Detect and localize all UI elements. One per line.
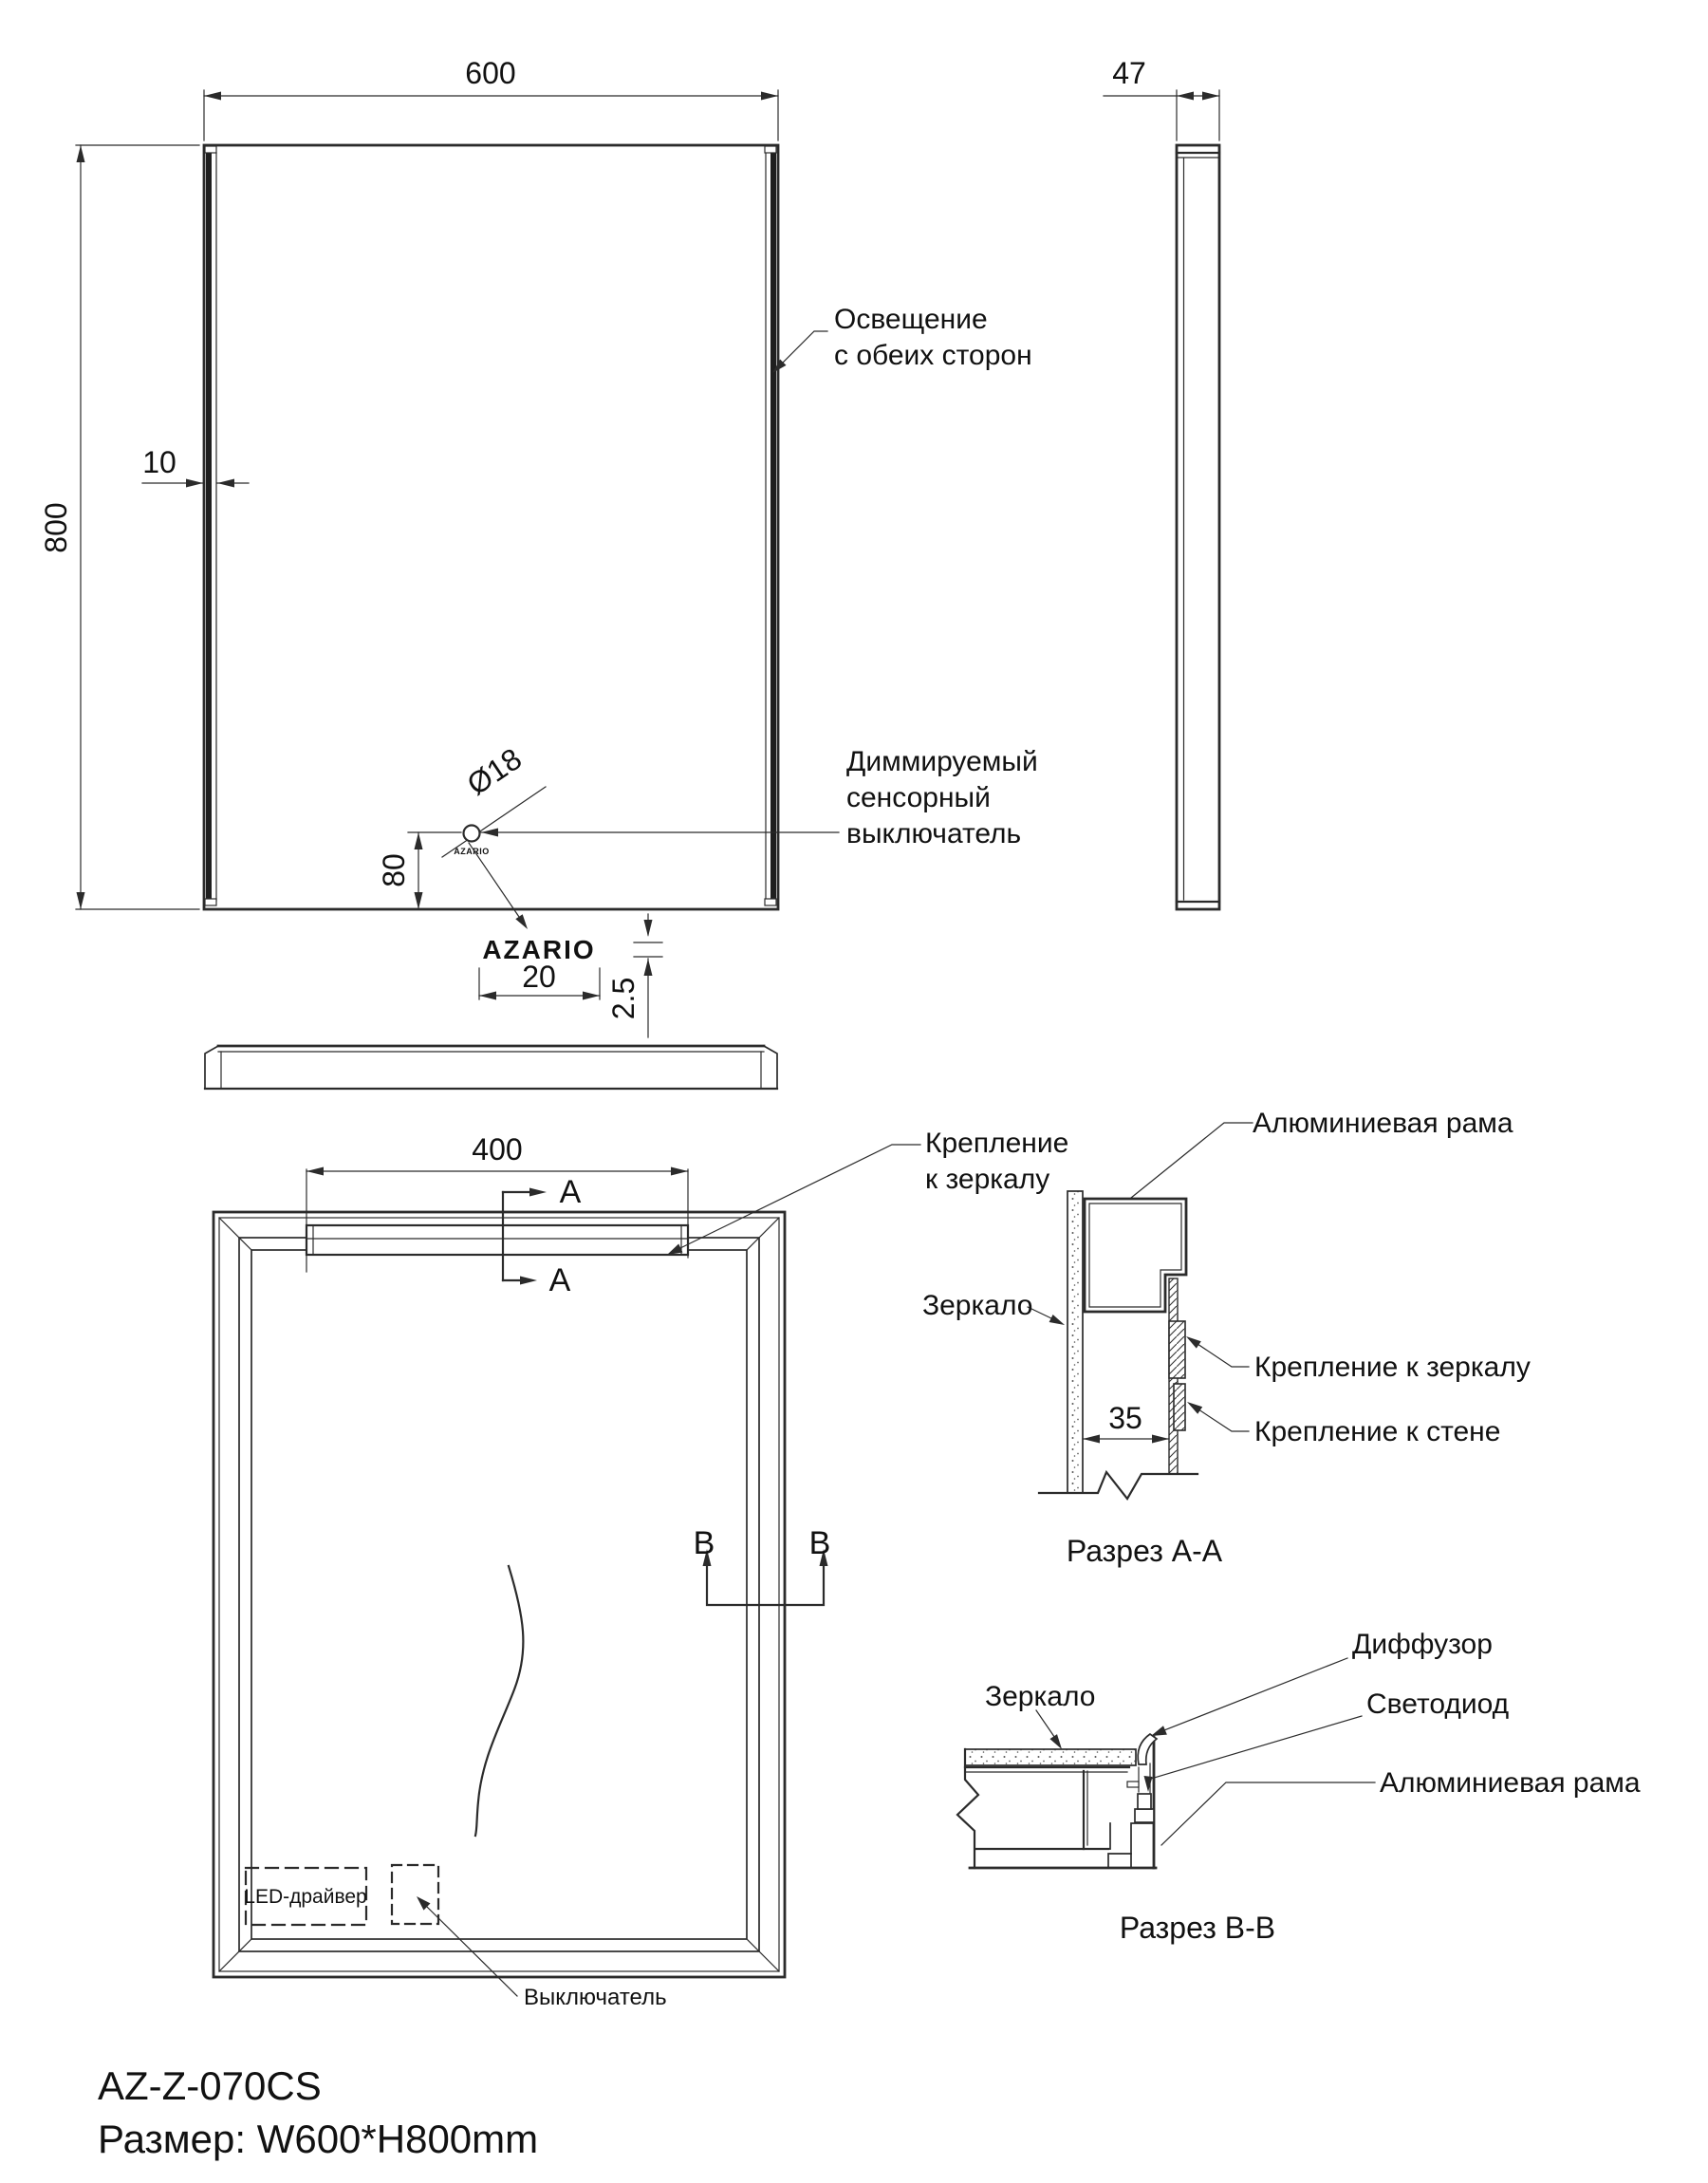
dim-depth-47 (1104, 56, 1219, 140)
mirror-outline (204, 145, 778, 909)
dimmer-label-line2: сенсорный (846, 782, 991, 813)
diffuser-label-group (1151, 1629, 1493, 1736)
section-aa-title: Разрез А-А (1066, 1534, 1223, 1568)
dim-text-600: 600 (465, 56, 516, 90)
section-mark-a-bottom: A (548, 1262, 571, 1298)
dim-text-47: 47 (1112, 56, 1146, 90)
mirror-label-aa: Зеркало (922, 1290, 1033, 1321)
wall-mount-label: Крепление к стене (1254, 1416, 1501, 1447)
frame-label-aa-group (1131, 1108, 1513, 1198)
strip-cap (205, 899, 216, 905)
dim-offset-35 (1083, 1401, 1169, 1444)
dim-text-10: 10 (142, 445, 176, 479)
mirror-mount-label: Крепление к зеркалу (1254, 1352, 1531, 1383)
footer (98, 2063, 538, 2161)
dimmer-label-line3: выключатель (846, 818, 1022, 849)
strip-cap (205, 146, 216, 153)
front-view (39, 56, 1038, 1037)
mirror-label-bb: Зеркало (985, 1681, 1096, 1712)
mirror-mount-clip (1169, 1321, 1185, 1378)
frame-label-bb-group (1161, 1767, 1641, 1845)
sensor-circle (464, 826, 480, 842)
led-label: Светодиод (1366, 1689, 1510, 1720)
dim-text-800: 800 (39, 502, 73, 553)
side-view-outline (1177, 145, 1219, 909)
wall-mount-clip (1174, 1384, 1185, 1430)
dim-text-sensor-diameter: Ø18 (460, 741, 528, 802)
dimmer-label-line1: Диммируемый (846, 746, 1038, 777)
frame-label-bb: Алюминиевая рама (1380, 1767, 1641, 1799)
switch-label: Выключатель (524, 1985, 667, 2010)
diffuser-label: Диффузор (1352, 1629, 1493, 1660)
model-number: AZ-Z-070CS (98, 2063, 322, 2108)
mirror-glass-bb (965, 1749, 1136, 1765)
led-chip (1138, 1794, 1151, 1809)
mirror-label-bb-group (985, 1681, 1095, 1749)
strip-cap (765, 899, 776, 905)
led-strip-left (206, 153, 212, 901)
dim-text-400: 400 (472, 1132, 523, 1166)
mirror-mount-label-group (1186, 1336, 1531, 1383)
section-bb (957, 1629, 1641, 1945)
led-driver-label: LED-драйвер (244, 1886, 367, 1908)
section-mark-a-top: A (559, 1174, 582, 1210)
bracket-label-line2: к зеркалу (925, 1164, 1050, 1195)
dim-height-800 (39, 145, 199, 909)
frame-label-aa: Алюминиевая рама (1253, 1108, 1513, 1139)
led-strip-right (770, 153, 776, 901)
bracket-label-line1: Крепление (925, 1128, 1069, 1159)
back-view-outline (214, 1212, 785, 1977)
lighting-label-line1: Освещение (834, 304, 988, 335)
side-view (1104, 56, 1219, 909)
section-bb-title: Разрез B-B (1119, 1911, 1276, 1945)
brand-logo: AZARIO (482, 935, 596, 964)
dim-text-25: 2.5 (606, 977, 640, 1020)
strip-cap (765, 146, 776, 153)
dim-text-80: 80 (377, 853, 411, 887)
lighting-label-group (772, 304, 1032, 373)
dim-logo-20 (479, 960, 600, 1000)
break-line-aa (1039, 1472, 1197, 1499)
led-pedestal (1135, 1809, 1154, 1822)
sensor-brand-mark: AZARIO (454, 847, 490, 856)
mirror-bracket (306, 1225, 688, 1255)
dim-width-600 (204, 56, 778, 140)
lighting-label-line2: с обеих сторон (834, 340, 1032, 371)
top-profile-view (205, 1046, 777, 1089)
mirror-label-aa-group (922, 1290, 1065, 1325)
size-caption: Размер: W600*H800mm (98, 2117, 539, 2161)
wall-mount-label-group (1187, 1402, 1500, 1447)
dim-text-35: 35 (1108, 1401, 1142, 1435)
dim-gap-25 (606, 914, 662, 1037)
section-mark-b-left: B (693, 1525, 715, 1561)
mirror-glass-aa (1068, 1191, 1083, 1493)
section-mark-b-right: B (808, 1525, 831, 1561)
dim-text-20: 20 (522, 960, 556, 994)
back-view (214, 1128, 1068, 2010)
